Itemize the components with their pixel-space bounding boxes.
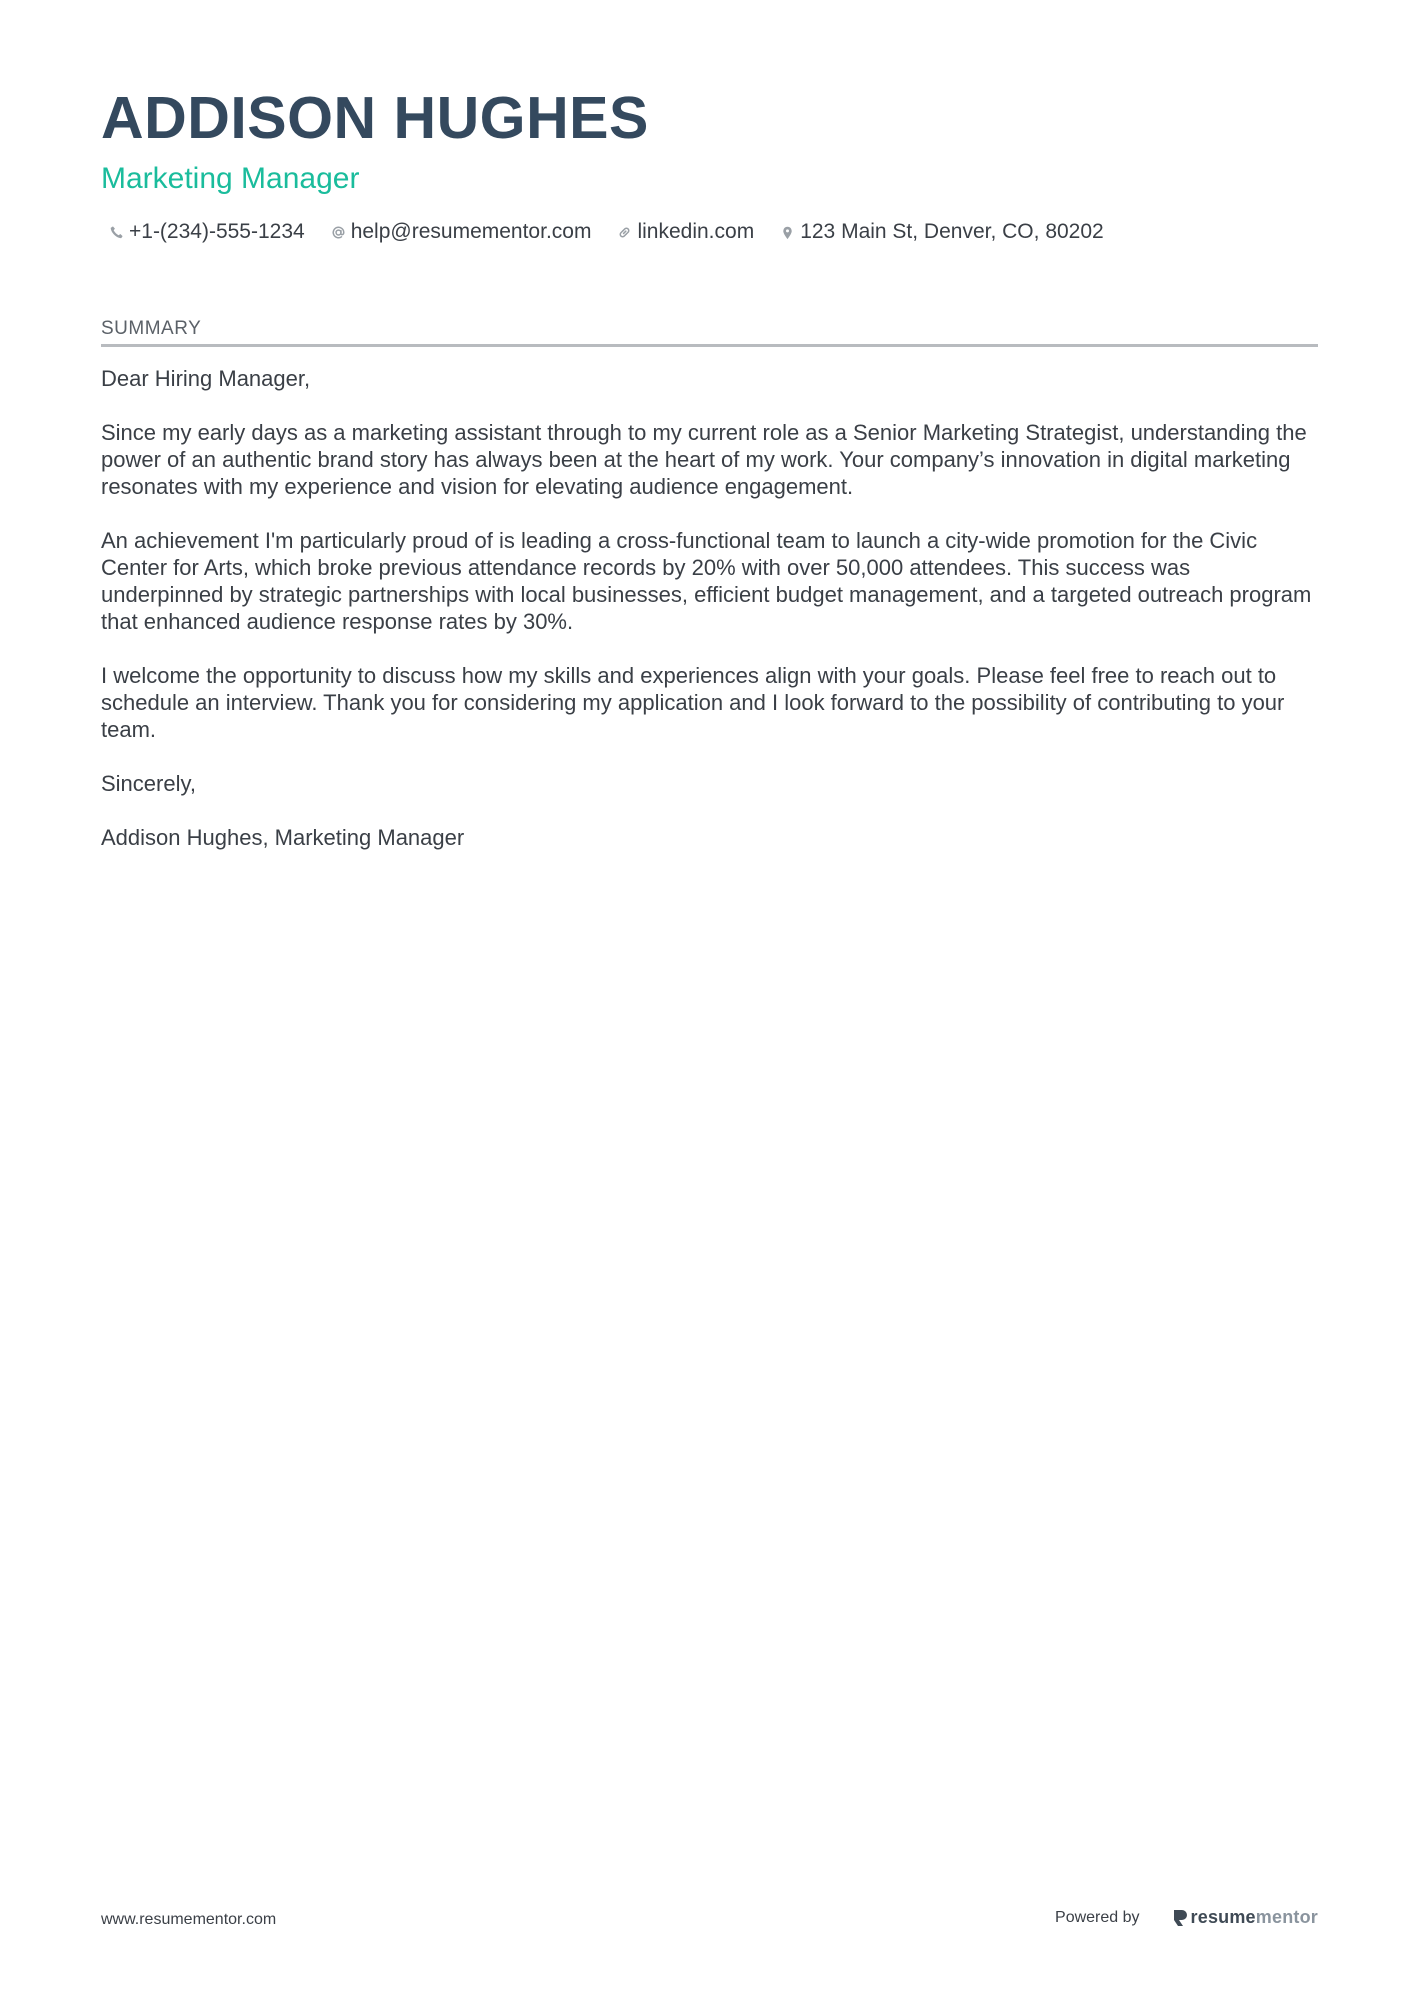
letter-body bbox=[101, 365, 1318, 878]
section-divider bbox=[101, 344, 1318, 347]
website-text: linkedin.com bbox=[637, 220, 755, 243]
phone-icon bbox=[109, 225, 124, 240]
contact-address bbox=[780, 220, 1104, 244]
closing: Sincerely, bbox=[101, 771, 196, 796]
contact-phone[interactable] bbox=[109, 220, 305, 244]
brand-light: mentor bbox=[1255, 1907, 1318, 1927]
phone-text: +1-(234)-555-1234 bbox=[129, 220, 305, 243]
applicant-role: Marketing Manager bbox=[101, 162, 360, 195]
powered-by-label: Powered by bbox=[1055, 1908, 1140, 1926]
powered-by bbox=[1055, 1907, 1318, 1928]
resumementor-logo-icon bbox=[1172, 1908, 1188, 1928]
paragraph-closing: I welcome the opportunity to discuss how my skills and experiences align with your goals. Please feel free to reach out to schedule an interview. Thank you for considering my application and I look forward to the possibility of contributing to your team. bbox=[101, 663, 1285, 742]
contact-email[interactable] bbox=[331, 220, 592, 244]
summary-heading: SUMMARY bbox=[101, 318, 202, 339]
email-text: help@resumementor.com bbox=[350, 220, 592, 243]
link-icon bbox=[617, 225, 632, 240]
cover-letter-page bbox=[101, 0, 1318, 1995]
brand-bold: resume bbox=[1190, 1907, 1256, 1927]
applicant-name: ADDISON HUGHES bbox=[101, 85, 649, 151]
at-icon bbox=[331, 225, 346, 240]
signature: Addison Hughes, Marketing Manager bbox=[101, 825, 465, 850]
map-pin-icon bbox=[780, 225, 795, 240]
contact-bar bbox=[109, 220, 1104, 244]
paragraph-achievement: An achievement I'm particularly proud of is leading a cross-functional team to launch a city-wide promotion for the Civic Center for Arts, which broke previous attendance records by 20% with over 50,000 attendees. This success was underpinned by strategic partnerships with local businesses, efficient budget management, and a targeted outreach program that enhanced audience response rates by 30%. bbox=[101, 528, 1312, 634]
address-text: 123 Main St, Denver, CO, 80202 bbox=[800, 220, 1104, 243]
paragraph-intro: Since my early days as a marketing assistant through to my current role as a Senior Marketing Strategist, understanding the power of an authentic brand story has always been at the heart of my work. Your company’s innovation in digital marketing resonates with my experience and vision for elevating audience engagement. bbox=[101, 420, 1307, 499]
greeting: Dear Hiring Manager, bbox=[101, 366, 311, 391]
brand-logo[interactable] bbox=[1172, 1907, 1318, 1928]
contact-website[interactable] bbox=[617, 220, 754, 244]
footer-url[interactable]: www.resumementor.com bbox=[101, 1911, 277, 1928]
brand-name bbox=[1191, 1907, 1318, 1928]
